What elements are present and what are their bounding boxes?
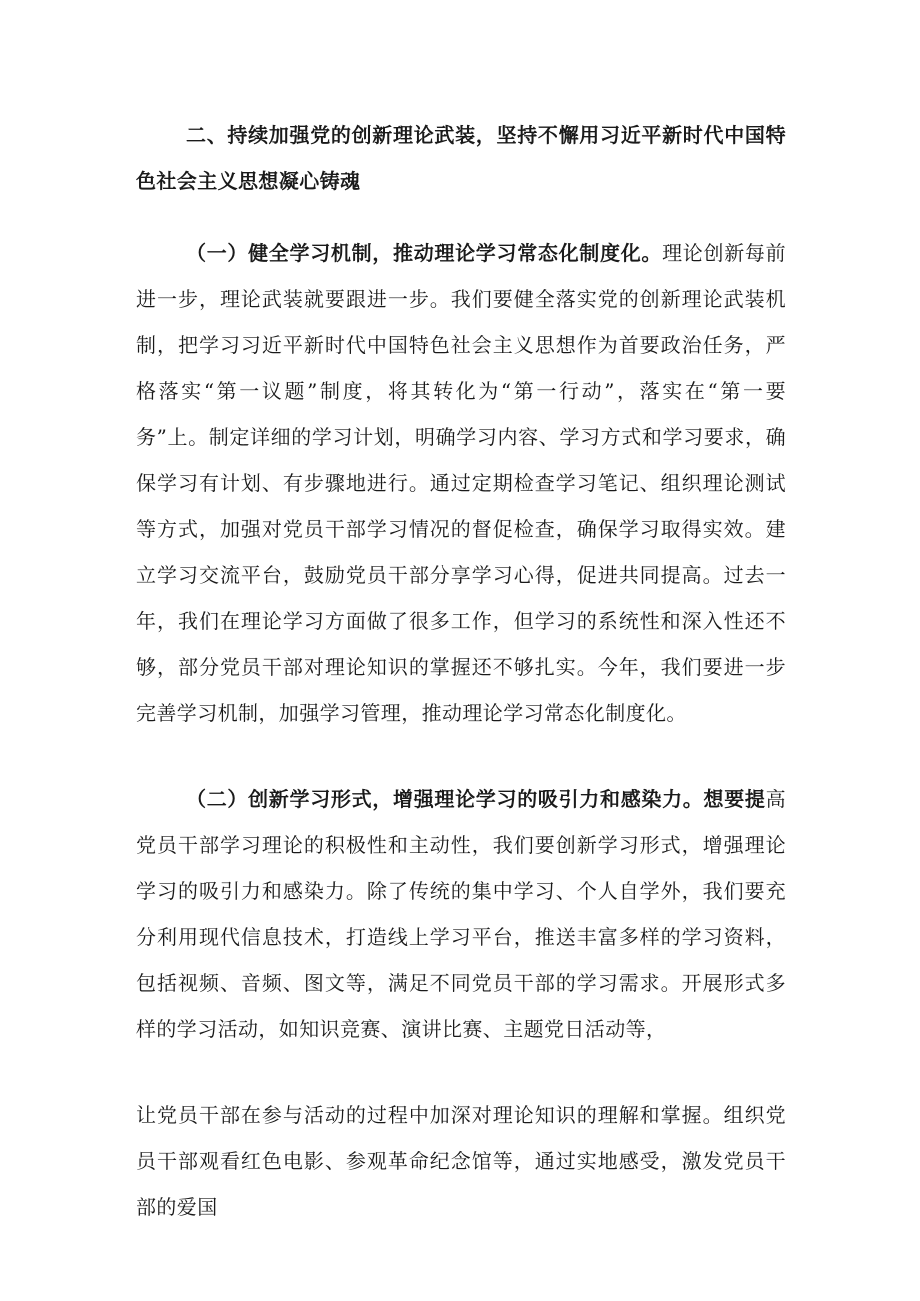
paragraph-lead-1: （一）健全学习机制，推动理论学习常态化制度化。 <box>186 241 663 265</box>
paragraph-body-1: 理论创新每前进一步，理论武装就要跟进一步。我们要健全落实党的创新理论武装机制，把学习习近平新时代中国特色社会主义思想作为首要政治任务，严格落实“第一议题”制度，将其转化为“第一行动”，落实在“第一要务”上。制定详细的学习计划，明确学习内容、学习方式和学习要求，确保学习有计划、有步骤地进行。通过定期检查学习笔记、组织理论测试等方式，加强对党员干部学习情况的督促检查，确保学习取得实效。建立学习交流平台，鼓励党员干部分享学习心得，促进共同提高。过去一年，我们在理论学习方面做了很多工作，但学习的系统性和深入性还不够，部分党员干部对理论知识的掌握还不够扎实。今年，我们要进一步完善学习机制，加强学习管理，推动理论学习常态化制度化。 <box>136 241 786 725</box>
section-heading: 二、持续加强党的创新理论武装，坚持不懈用习近平新时代中国特色社会主义思想凝心铸魂 <box>136 123 786 193</box>
paragraph-body-2: 高党员干部学习理论的积极性和主动性，我们要创新学习形式，增强理论学习的吸引力和感染力。除了传统的集中学习、个人自学外，我们要充分利用现代信息技术，打造线上学习平台，推送丰富多样的学习资料，包括视频、音频、图文等，满足不同党员干部的学习需求。开展形式多样的学习活动，如知识竞赛、演讲比赛、主题党日活动等， <box>136 787 786 1041</box>
paragraph-continuation: 让党员干部在参与活动的过程中加深对理论知识的理解和掌握。组织党员干部观看红色电影、参观革命纪念馆等，通过实地感受，激发党员干部的爱国 <box>136 1103 786 1219</box>
paragraph-lead-2: （二）创新学习形式，增强理论学习的吸引力和感染力。想要提 <box>186 787 766 811</box>
paragraph-learning-forms <box>136 776 786 1052</box>
paragraph-learning-mechanism <box>136 230 786 736</box>
